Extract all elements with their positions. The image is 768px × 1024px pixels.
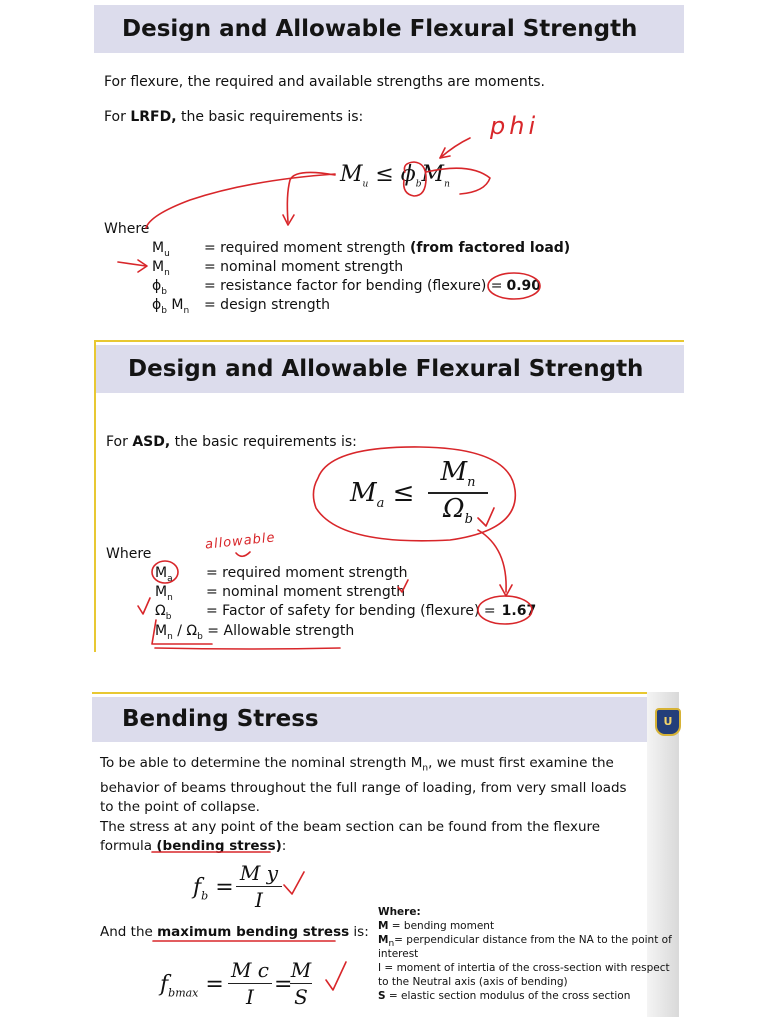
mn-check	[398, 580, 408, 592]
handwritten-allowable: allowable	[204, 530, 277, 553]
max-stress-line: And the maximum bending stress is:	[100, 924, 369, 940]
bending-paragraph: To be able to determine the nominal strength $M_n$, we must first examine the behavior of beams throughout the full range of loading, from very small loads to the point of collapse.	[100, 755, 627, 815]
def-symbol: $\phi_b$	[152, 278, 167, 297]
max-stress-fraction-2: M S	[290, 958, 312, 1009]
lrfd-equation: $M_u \le \phi_bM_n$	[340, 162, 450, 190]
eq1-check	[284, 872, 304, 894]
phi-value: 0.90	[506, 278, 542, 294]
where-line: I = moment of intertia of the cross-section with respect	[378, 962, 670, 974]
asd-equation-circle	[313, 447, 515, 541]
def-symbol: $\phi_b$ $M_n$	[152, 297, 190, 316]
slide-title: Design and Allowable Flexural Strength	[94, 5, 684, 53]
where-line: M = bending moment	[378, 920, 495, 932]
lrfd-line: For LRFD, the basic requirements is:	[104, 109, 364, 125]
omega-symbol-check	[138, 598, 150, 614]
def-text: = required moment strength	[206, 565, 408, 581]
eq2-check	[326, 962, 346, 990]
def-text: = nominal moment strength	[206, 584, 406, 600]
def-text: = resistance factor for bending (flexure) = 0.90	[204, 278, 542, 294]
bending-stress-fraction: M y I	[236, 860, 282, 913]
where-line: interest	[378, 948, 419, 960]
slide-title: Bending Stress	[92, 697, 647, 742]
handwritten-phi: phi	[490, 112, 540, 140]
intro-line: For flexure, the required and available strengths are moments.	[104, 74, 545, 90]
omega-arrow	[478, 530, 506, 592]
omega-value-circle	[478, 596, 532, 624]
ma-circle	[152, 561, 178, 583]
def-symbol: $M_n / \Omega_b$ = Allowable strength	[155, 623, 355, 642]
allowable-underline	[236, 552, 250, 556]
def-symbol: $M_n$	[155, 584, 173, 603]
def-symbol: $M_n$	[152, 259, 170, 278]
where-label: Where	[106, 546, 152, 562]
where-arrow	[146, 174, 335, 228]
omega-value: 1.67	[501, 603, 537, 619]
asd-equation-fraction: $M_n$ $\Omega_b$	[428, 457, 488, 527]
where-title: Where:	[378, 906, 421, 918]
max-stress-eq2: =	[274, 972, 293, 997]
phi-circle	[404, 162, 426, 196]
max-stress-lhs: $f_{bmax}$ =	[160, 972, 224, 1000]
where-line: S = elastic section modulus of the cross section	[378, 990, 631, 1002]
slide-title: Design and Allowable Flexural Strength	[96, 345, 684, 393]
where-label: Where	[104, 221, 150, 237]
max-stress-fraction-1: M c I	[228, 957, 272, 1010]
equation-underline	[426, 168, 490, 194]
asd-equation-lhs: $M_a$ ≤	[350, 478, 415, 512]
def-text: = required moment strength (from factored load)	[204, 240, 571, 256]
omega-check	[478, 508, 494, 526]
def-text: = Factor of safety for bending (flexure) = 1.67	[206, 603, 537, 619]
def-text: = nominal moment strength	[204, 259, 404, 275]
phi-value-circle	[488, 273, 540, 299]
allowable-underline-long	[155, 648, 340, 649]
where-line: $M_n=$ perpendicular distance from the NA to the point of	[378, 934, 672, 950]
allowable-box	[152, 620, 212, 644]
where-line: to the Neutral axis (axis of bending)	[378, 976, 568, 988]
bending-stress-lhs: $f_b$ =	[193, 875, 234, 903]
def-symbol: $M_u$	[152, 240, 170, 259]
asd-line: For ASD, the basic requirements is:	[106, 434, 357, 450]
def-symbol: $M_a$	[155, 565, 173, 584]
university-logo: U	[655, 708, 681, 736]
def-symbol: $\Omega_b$	[155, 603, 172, 622]
flexure-paragraph: The stress at any point of the beam section can be found from the flexure formula (bending stress):	[100, 819, 601, 854]
def-text: = design strength	[204, 297, 331, 313]
